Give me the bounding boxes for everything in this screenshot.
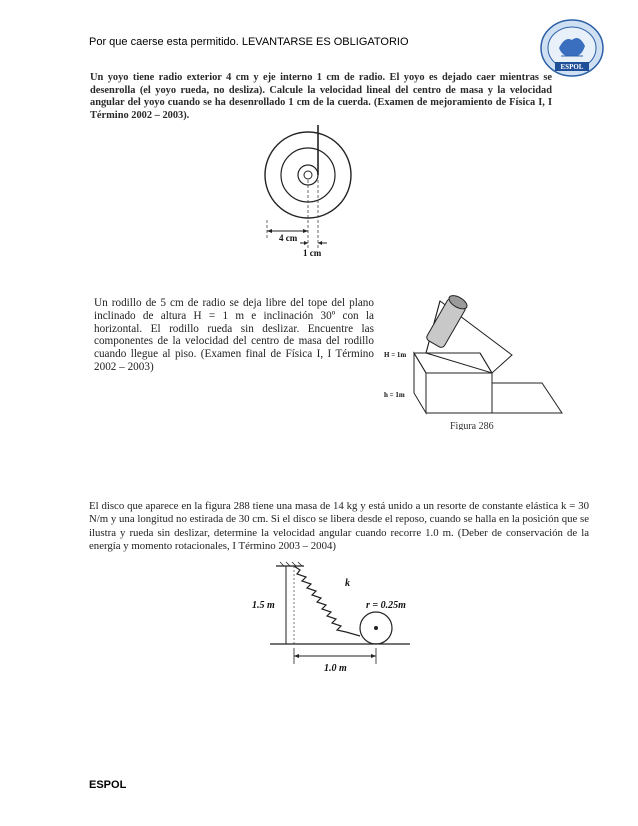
height-h-label: h = 1m <box>384 391 405 399</box>
problem-1-text: Un yoyo tiene radio exterior 4 cm y eje interno 1 cm de radio. El yoyo es dejado caer mientras se desenrolla (el yoyo rueda, no desliza). Calcule la velocidad lineal del centro de masa y la velocidad angular del yoyo cuando se ha desenrollado 1 cm de la cuerda. (Examen de mejoramiento de Física I, I Término 2002 – 2003). <box>90 72 552 121</box>
problem-2-text: Un rodillo de 5 cm de radio se deja libre del tope del plano inclinado de altura H = 1 m e inclinación 30º con la horizontal. El rodillo rueda sin deslizar. Encuentre las componentes de la velocidad del centro de masa del rodillo cuando llegue al piso. (Examen final de Física I, I Término 2002 – 2003) <box>94 297 374 373</box>
inclined-plane-figure <box>382 295 567 430</box>
page-footer: ESPOL <box>89 779 127 791</box>
problem-3-text: El disco que aparece en la figura 288 tiene una masa de 14 kg y está unido a un resorte de constante elástica k = 30 N/m y una longitud no estirada de 30 cm. Si el disco se libera desde el reposo, cuando se halla en la posición que se ilustra y rueda sin deslizar, determine la velocidad angular cuando recorre 1.0 m. (Deber de conservación de la energía y momento rotacionales, I Término 2003 – 2004) <box>89 500 589 553</box>
spring-k-label: k <box>345 578 350 589</box>
width-label: 1.0 m <box>324 663 347 674</box>
figure-caption: Figura 286 <box>450 421 494 430</box>
seal-text: ESPOL <box>560 63 584 71</box>
espol-seal-logo <box>539 18 605 78</box>
radius-label: r = 0.25m <box>366 600 406 611</box>
page-header: Por que caerse esta permitido. LEVANTARSE ES OBLIGATORIO <box>89 36 409 48</box>
yoyo-figure <box>255 125 365 260</box>
yoyo-inner-radius-label: 1 cm <box>303 248 322 258</box>
disk-spring-figure <box>250 560 410 680</box>
height-H-label: H = 1m <box>384 351 407 359</box>
yoyo-outer-radius-label: 4 cm <box>279 233 298 243</box>
height-label: 1.5 m <box>252 600 275 611</box>
